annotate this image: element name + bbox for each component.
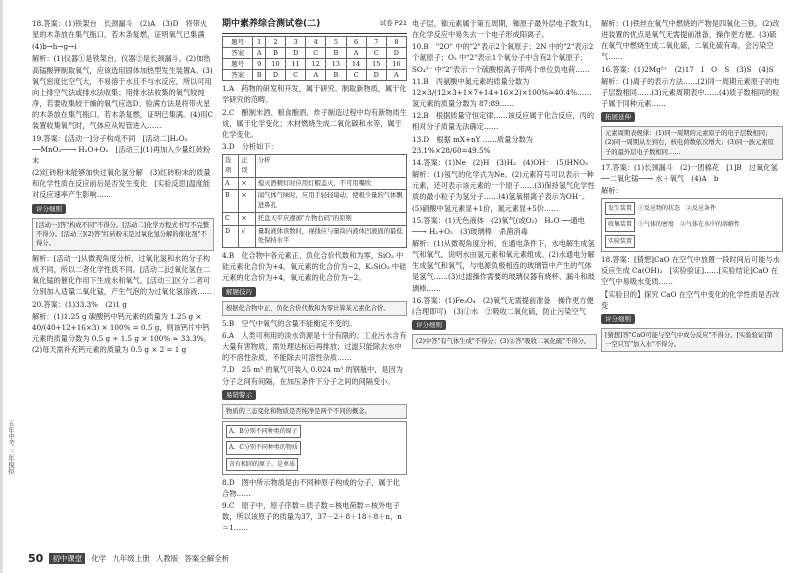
q2: 2.C 酿制米酒、粮食酿酒、炸子制造过程中均有新物质生成，属于化学变化；木材燃烧生成二氧化碳和水等，属于化学变化。 bbox=[222, 107, 407, 139]
q15-analysis: 解析：(1)从微观角度分析，在通电条件下，水电解生成氢气和氧气，说明水由氢元素和氧元素组成。(2)水通电分解生成氢气和氧气，与电源负极相连的玻璃管中产生的气体是氢气……(3)过滤操作需要的玻璃仪器有烧杯、漏斗和玻璃棒…… bbox=[412, 238, 595, 293]
answer-table-header: 8 bbox=[386, 36, 406, 47]
q9-cont: 电子层，铷元素属于第五周期，铷原子最外层电子数为1，在化学反应中易失去一个电子形成阳离子。 bbox=[412, 19, 597, 40]
answer-table-cell: D bbox=[386, 48, 406, 59]
q10: 10.B "2O" 中的"2"表示2个氧原子；2N 中的"2"表示2个氮原子；O₂ 中"2"表示1个氧分子中含有2个氧原子；SO₄²⁻ 中"2"表示一个硫酸根离子带两个单位负电荷…… bbox=[412, 42, 594, 74]
q17-answer: 17.答案：(1)长颈漏斗 (2)一团棉花 [1]B 过氧化氢 ──二氧化锰──→ 水＋氧气 (4)A b bbox=[601, 162, 778, 183]
q1: 1.A 药物的研发和开发，属于研究、制取新物质，属于化学研究的范畴。 bbox=[222, 84, 407, 105]
page-spine bbox=[0, 0, 3, 573]
answer-table-cell: 答案 bbox=[223, 48, 253, 59]
answer-table-cell: D bbox=[286, 48, 306, 59]
answer-table-cell: C bbox=[286, 70, 306, 81]
scoring-note-4: [猜想]答"CaO可能与空气中成分反应"不得分。[实验验证]第一空只写"加入水"不得分。 bbox=[601, 328, 783, 352]
q20-answer: 20.答案：(1)33.3% (2)1 g bbox=[32, 299, 127, 309]
answer-table-header: 6 bbox=[346, 36, 366, 47]
q8: 8.D 图中所示物质是由不同种原子构成的分子，属于化合物…… bbox=[222, 477, 400, 498]
answer-table-header: 9 bbox=[253, 59, 266, 70]
q7: 7.D 25 m³ 的氧气可装入 0.024 m³ 的钢瓶中，是因为分子之间有间隔，在加压条件下分子之间的间隔变小。 bbox=[222, 365, 403, 386]
q16-analysis: 解析：(1)铁丝在氧气中燃烧的产物是四氧化三铁。(2)改进装置的优点是氧气无需提前准备，操作更方便。(3)硫在氧气中燃烧生成二氧化硫，二氧化硫有毒，会污染空气…… bbox=[601, 19, 780, 62]
footer-grade: 九年级上册 bbox=[112, 554, 150, 563]
q18-analysis: 解析：(1)仪器①是铁架台，仪器②是长颈漏斗。(2)加热高锰酸钾制取氧气，应该选用固体加热型发生装置A。(3)氧气密度比空气大，不易溶于水且不与水反应，所以可用向上排空气法或排水法收集；用排水法收集的氧气较纯净，若要收集较干燥的氧气应选D；验满方法是将带火星的木条放在集气瓶口，若木条复燃，证明已集满。(4)用C装置收集氧气时，气体应从短管进入…… bbox=[32, 54, 213, 131]
answer-table-header: 题号 bbox=[223, 36, 253, 47]
answer-table-header: 4 bbox=[306, 36, 326, 47]
footer-edition: 人教版 bbox=[155, 554, 179, 563]
diagram-node-a: A、B分别不同种类的原子 bbox=[226, 425, 301, 438]
answer-table-header: 11 bbox=[286, 59, 306, 70]
exam-ref: 试卷 P21 bbox=[379, 19, 407, 27]
q19-answer-cont: (2)红砖粉末能够加快过氧化氢分解 (3)红砖粉末的质量和化学性质在反应前后是否发生变化 [实验反思]温度能对反应速率产生影响…… bbox=[32, 168, 211, 200]
tip-tag: 解题技巧 bbox=[222, 287, 256, 297]
diagram-node-b: A、C分别不同种类的物质 bbox=[226, 441, 301, 454]
q20-analysis: 解析：(1)1.25 g 碳酸钙中钙元素的质量为 1.25 g × 40/(40+12+16×3) × 100% = 0.5 g，则该钙片中钙元素的质量分数为 0.5 g ÷ 1.5 g × 100% ≈ 33.3%。(2)每天需补充钙元素的质量为 0.5 g × 2 = 1 g bbox=[32, 311, 211, 355]
answer-table-header: 7 bbox=[366, 36, 386, 47]
exam-title bbox=[222, 18, 407, 34]
answer-table-cell: B bbox=[326, 70, 346, 81]
analysis-table bbox=[222, 154, 407, 248]
q18-purpose: 【实验目的】探究 CaO 在空气中变化的化学性质是否改变 bbox=[601, 289, 780, 310]
analysis-table-header: 分析 bbox=[255, 155, 406, 178]
exam-title-text: 期中素养综合测试卷(二) bbox=[222, 19, 321, 29]
answer-table-header: 13 bbox=[326, 59, 346, 70]
analysis-table-cell: A bbox=[223, 177, 239, 190]
analysis-table-cell: B bbox=[223, 190, 239, 213]
scoring-tag: 评分细则 bbox=[32, 204, 66, 214]
answer-table-cell: A bbox=[386, 70, 406, 81]
analysis-table-cell: × bbox=[239, 212, 255, 225]
q15-answer: 15.答案：(1)无色液体 (2)氧气(或O₂) H₂O ──通电──→ H₂+O₂ (3)玻璃棒 杀菌消毒 bbox=[412, 215, 585, 236]
q14-answer: 14.答案：(1)Ne (2)H (3)H₂ (4)OH⁻ (5)HNO₃ bbox=[412, 157, 588, 167]
footer-brand: 初中课堂 bbox=[49, 553, 85, 564]
answer-table-header: 12 bbox=[306, 59, 326, 70]
analysis-table-cell: × bbox=[239, 177, 255, 190]
column-1 bbox=[32, 18, 214, 543]
q16b-answer: 16.答案：(1)2Mg²⁺ (2)17 I O S (3)S (4)S bbox=[601, 64, 774, 74]
analysis-table-header: 选项 bbox=[223, 155, 239, 178]
scoring-tag-4: 评分细则 bbox=[601, 314, 635, 324]
flow-node-collection: 收集装置 bbox=[605, 218, 635, 231]
q12: 12.B 根据质量守恒定律……该反应属于化合反应，丙的相对分子质量无法确定…… bbox=[412, 111, 595, 132]
q19-analysis: 解析：[活动一]从微观角度分析，过氧化氢和水的分子构成不同，所以二者化学性质不同。[活动二]过氧化氢在二氧化锰的催化作用下生成水和氧气。[活动三]区分二者可分别加入适量二氧化锰，产生气泡的为过氧化氢溶液…… bbox=[32, 253, 212, 297]
page-number: 50 bbox=[28, 552, 44, 565]
q4: 4.B 化合物中各元素正、负化合价代数和为零，SiO₂ 中硅元素化合价为+4，氧元素的化合价为−2，K₂SiO₃ 中硅元素的化合价为+4，氧元素的化合价为−2。 bbox=[222, 251, 407, 283]
page-footer bbox=[28, 552, 229, 565]
q11: 11.B 丙氨酸中氮元素的质量分数为 12×3/(12×3+1×7+14+16×2)×100%≈40.4%……氢元素的质量分数为 87:89…… bbox=[412, 76, 592, 109]
answer-table-header: 10 bbox=[265, 59, 285, 70]
answer-table-cell: A bbox=[253, 48, 266, 59]
q3: 3.D 分析如下： bbox=[222, 141, 278, 151]
answer-table-cell: A bbox=[346, 48, 366, 59]
footer-subject: 化学 bbox=[91, 554, 107, 563]
answer-table-header: 14 bbox=[346, 59, 366, 70]
analysis-table-cell: 量取液体读数时，视线应与量筒内液体凹液面的最低处保持水平 bbox=[255, 225, 406, 248]
apparatus-flowchart bbox=[601, 198, 783, 252]
q16b-analysis: 解析：(1)离子的表示方法……(2)同一周期元素原子的电子层数相同……(3)元素周期表中……(4)质子数相同的粒子属于同种元素…… bbox=[601, 76, 780, 109]
answer-table-cell: B bbox=[326, 48, 346, 59]
classification-diagram bbox=[222, 421, 407, 475]
answer-table-cell: C bbox=[346, 70, 366, 81]
analysis-table-cell: 闻气体气味时，应用手轻轻扇动，使极少量的气体飘进鼻孔 bbox=[255, 190, 406, 213]
warning-tag: 易错警示 bbox=[222, 390, 256, 400]
answer-table-cell: A bbox=[306, 70, 326, 81]
analysis-table-cell: × bbox=[239, 190, 255, 213]
answer-table-header: 题号 bbox=[223, 59, 253, 70]
answer-table-header: 16 bbox=[386, 59, 406, 70]
analysis-table-cell: D bbox=[223, 225, 239, 248]
scoring-note: [活动一]答"构成不同"不得分。[活动二]化学方程式书写不完整不得分。[活动三](2)答"红砖粉末是过氧化氢分解的催化剂"不得分。 bbox=[32, 218, 214, 251]
column-2 bbox=[222, 18, 407, 543]
analysis-table-header: 正误 bbox=[239, 155, 255, 178]
diagram-node-c: 含有相同的原子，是单质 bbox=[226, 458, 298, 471]
scoring-note-3: (2)中答"有气体生成"不得分；(3)②答"吸收二氧化硫"不得分。 bbox=[412, 334, 597, 349]
answer-table-header: 5 bbox=[326, 36, 346, 47]
scoring-tag-3: 评分细则 bbox=[412, 320, 446, 330]
q5: 5.B 空气中氧气的含量不能衡定不变的。 bbox=[222, 318, 357, 328]
answer-table-cell: C bbox=[366, 48, 386, 59]
footer-tail: 答案全解全析 bbox=[184, 554, 230, 563]
q18-answer-4: (4)b→h→g→i bbox=[32, 42, 77, 52]
flow-detail-collection: ①气体的密度 ②气体在水中的溶解性 bbox=[638, 221, 741, 229]
analysis-table-cell: 熄灭酒精灯时应用灯帽盖灭，不可用嘴吹 bbox=[255, 177, 406, 190]
answer-table-cell: 答案 bbox=[223, 70, 253, 81]
answer-table bbox=[222, 36, 407, 81]
warning-note: 物质的三态变化和物质是否纯净是两个不同的概念。 bbox=[222, 404, 407, 419]
tip-note: 根据化合物中正、负化合价代数和为零计算某元素化合价。 bbox=[222, 301, 407, 316]
q18-answer: 18.答案：(1)铁架台 长颈漏斗 (2)A (3)D 将带火星的木条放在集气瓶口，若木条复燃，证明氧气已集满 bbox=[32, 19, 208, 40]
q14-analysis: 解析：(1)氖气的化学式为Ne。(2)元素符号可以表示一种元素，还可表示该元素的一个原子……(3)保持氢气化学性质的最小粒子为氢分子……(4)氢氧根离子表示为OH⁻。(5)硝酸中氢元素显+1价，氮元素显+5价…… bbox=[412, 170, 595, 213]
answer-table-cell: D bbox=[265, 70, 285, 81]
q9: 9.C 原子中，原子序数＝质子数＝核电荷数＝核外电子数，所以该原子的质量为37，37－2＋8＋18＋8＋n，n＝1…… bbox=[222, 501, 402, 533]
column-4 bbox=[601, 18, 783, 543]
q13: 13.D 根据 mX+nY ……质量分数为 23.1%×28/60=49.5% bbox=[412, 134, 533, 155]
answer-table-header: 15 bbox=[366, 59, 386, 70]
answer-table-cell: C bbox=[306, 48, 326, 59]
answer-table-header: 2 bbox=[265, 36, 285, 47]
q17-analysis: 解析： bbox=[601, 186, 623, 195]
flow-detail-generation: ①反应物的状态 ②反应条件 bbox=[638, 205, 717, 213]
answer-table-cell: D bbox=[366, 70, 386, 81]
analysis-table-cell: 托盘天平应遵循"左物右码"的原则 bbox=[255, 212, 406, 225]
answer-table-header: 1 bbox=[253, 36, 266, 47]
extension-note: 元素周期表规律：(1)同一周期的元素原子的电子层数相同；(2)同一周期从左到右，核电荷数依次增大；(3)同一族元素原子的最外层电子数相同…… bbox=[601, 126, 783, 159]
sidebar-brand: 五年中考 三年模拟 bbox=[7, 420, 15, 475]
q19-answer: 19.答案：[活动一]分子构成不同 [活动二]H₂O₂ ──MnO₂──→ H₂O+O₂ [活动三](1)再加入少量红砖粉末 bbox=[32, 133, 211, 165]
answer-table-cell: B bbox=[253, 70, 266, 81]
analysis-table-cell: √ bbox=[239, 225, 255, 248]
q6: 6.A 人类可利用的淡水资源是十分有限的；工业污水含有大量有害物质，需处理达标后再排放；过滤只能除去水中的不溶性杂质，不能除去可溶性杂质…… bbox=[222, 330, 407, 363]
answer-table-header: 3 bbox=[286, 36, 306, 47]
analysis-table-cell: C bbox=[223, 212, 239, 225]
column-3 bbox=[412, 18, 597, 543]
answer-table-cell: B bbox=[265, 48, 285, 59]
flow-node-apparatus: 实验装置 bbox=[605, 235, 635, 248]
q16-answer: 16.答案：(1)Fe₃O₄ (2)氧气无需提前准备 操作更方便(合理即可) (3)①水 ②吸收二氧化硫，防止污染空气 bbox=[412, 295, 594, 316]
flow-node-generation: 发生装置 bbox=[605, 202, 635, 215]
extension-tag: 拓展延伸 bbox=[601, 112, 635, 122]
q18-answer-4: 18.答案：[猜想]CaO 在空气中放置一段时间后可能与水反应生成 Ca(OH)₂ [实验验证]……[实验结论]CaO 在空气中易吸水变质…… bbox=[601, 255, 780, 287]
